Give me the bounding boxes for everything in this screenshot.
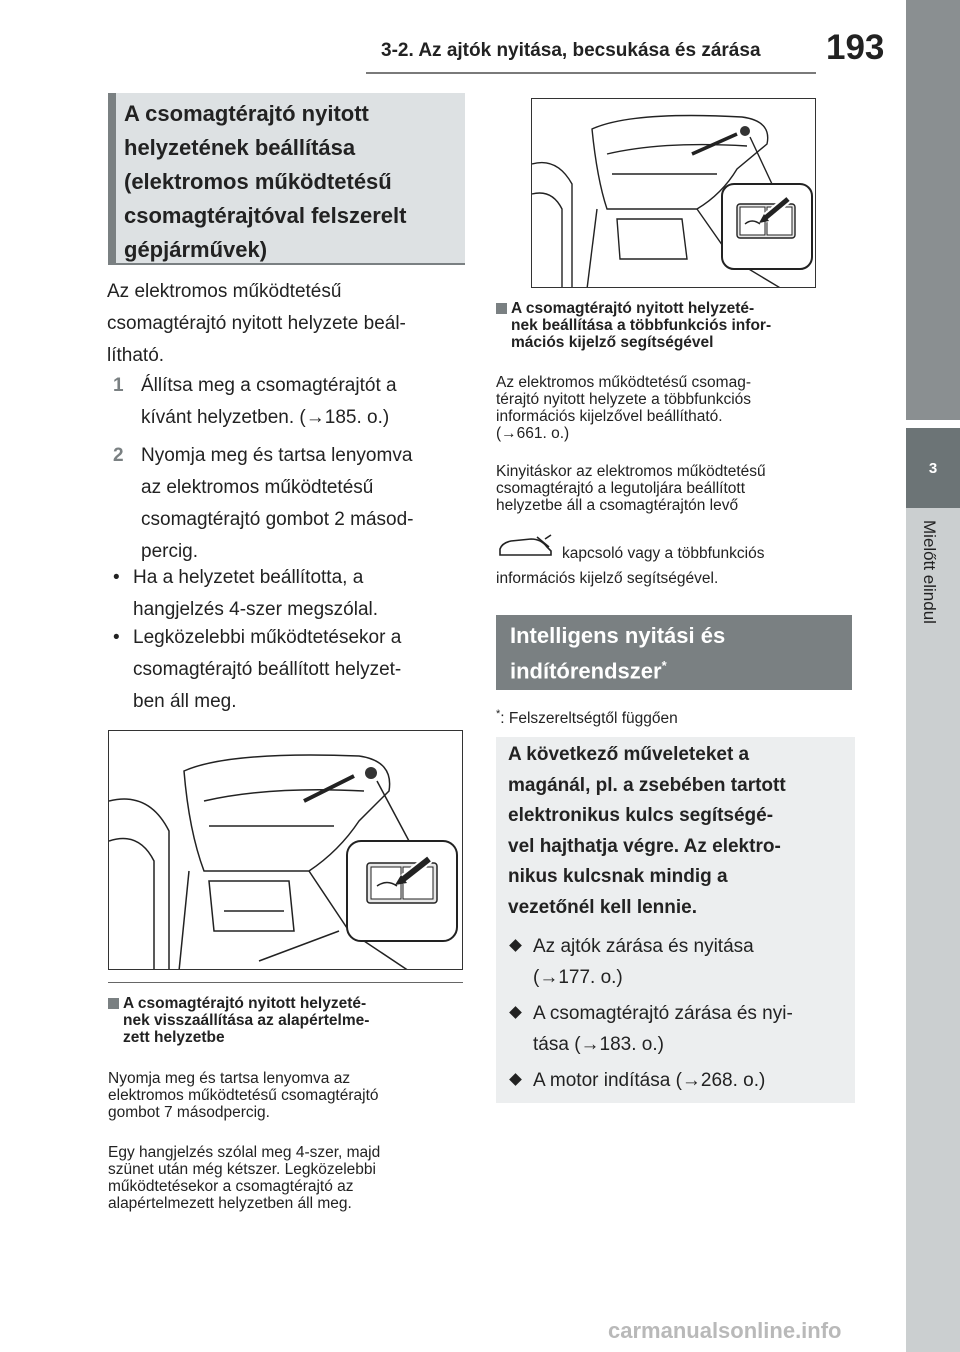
display-paragraph-1 [496,374,856,442]
paragraph-line: (→661. o.) [496,425,570,442]
heading-line: (elektromos működtetésű [124,169,392,194]
step-line: Nyomja meg és tartsa lenyomva [141,445,413,466]
info-bullet [511,932,846,993]
bullet-item [113,622,463,718]
info-bullet-line: tása (→183. o.) [533,1033,664,1055]
reset-paragraph-2 [108,1144,468,1212]
info-bullet-line: Az ajtók zárása és nyitása [533,936,754,957]
paragraph-line: Nyomja meg és tartsa lenyomva az [108,1070,351,1087]
heading-line: gépjárművek) [124,237,268,262]
section-heading-line: Intelligens nyitási és [510,623,726,648]
chapter-label: Mielőtt elindul [920,520,939,624]
tailgate-drawing [109,731,463,970]
section-heading-line: indítórendszer [510,658,662,684]
step-2 [113,440,463,568]
display-paragraph-2 [496,463,856,514]
step-1 [113,370,463,434]
info-line: nikus kulcsnak mindig a [508,866,728,887]
footnote-mark: * [496,708,501,720]
info-intro [508,740,843,923]
reset-paragraph-1 [108,1070,468,1121]
step-number: 2 [113,445,124,466]
step-line: Állítsa meg a csomagtérajtót a [141,375,397,396]
bullet-line: hangjelzés 4-szer megszólal. [133,599,379,620]
section-heading [496,615,852,690]
subheading-line: A csomagtérajtó nyitott helyzeté- [511,300,755,317]
square-bullet-icon [496,303,507,314]
paragraph-line: alapértelmezett helyzetben áll meg. [108,1195,352,1212]
info-bullet [511,999,846,1060]
side-tab-bottom [906,508,960,1352]
info-bullet-line: (→177. o.) [533,966,623,988]
display-subheading [496,300,856,351]
step-line: percig. [141,541,199,562]
paragraph-line: gombot 7 másodpercig. [108,1104,270,1121]
paragraph-line: csomagtérajtó a legutoljára beállított [496,480,746,497]
footnote-text: : Felszereltségtől függően [500,710,678,728]
watermark: carmanualsonline.info [608,1318,842,1343]
page-number: 193 [826,28,885,67]
header-rule [366,72,816,74]
heading-line: A csomagtérajtó nyitott [124,101,369,126]
reset-subheading [108,995,463,1046]
settings-heading-box [108,93,465,265]
bullet-line: Ha a helyzetet beállította, a [133,567,364,588]
paragraph-line: Kinyitáskor az elektromos működtetésű [496,463,766,480]
footnote-mark: * [661,658,667,673]
paragraph-line: működtetésekor a csomagtérajtó az [108,1178,354,1195]
subheading-line: nek visszaállítása az alapértelme- [123,1012,370,1029]
bullet-dot: • [113,627,120,648]
tailgate-illustration-2 [531,98,816,288]
switch-text: kapcsoló vagy a többfunkciós [562,545,765,562]
info-line: vel hajthatja végre. Az elektro- [508,835,781,857]
intro-line: Az elektromos működtetésű [107,281,342,302]
diamond-bullet-icon [509,1006,522,1019]
subheading-line: mációs kijelző segítségével [511,334,714,351]
tailgate-drawing-2 [532,99,816,288]
paragraph-line: Egy hangjelzés szólal meg 4-szer, majd [108,1144,381,1161]
info-line: A következő műveleteket a [508,744,750,765]
footnote [496,706,856,727]
paragraph-line: szünet után még kétszer. Legközelebbi [108,1161,376,1178]
heading-line: csomagtérajtóval felszerelt [124,203,407,228]
square-bullet-icon [108,998,119,1009]
paragraph-line: térajtó nyitott helyzete a többfunkciós [496,391,752,408]
step-line: kívánt helyzetben. (→185. o.) [141,407,390,428]
bullet-item [113,562,463,626]
info-line: vezetőnél kell lennie. [508,896,698,918]
diamond-bullet-icon [509,939,522,952]
tailgate-illustration [108,730,463,970]
intro-line: csomagtérajtó nyitott helyzete beál- [107,313,406,334]
intro-line: lítható. [107,345,165,366]
bullet-line: Legközelebbi működtetésekor a [133,627,402,648]
subheading-line: A csomagtérajtó nyitott helyzeté- [123,995,367,1012]
step-number: 1 [113,375,124,396]
bullet-line: ben áll meg. [133,691,237,712]
paragraph-line: elektromos működtetésű csomagtérajtó [108,1087,379,1104]
paragraph-line: Az elektromos működtetésű csomag- [496,374,751,391]
paragraph-line: információs kijelzővel beállítható. [496,408,723,425]
diamond-bullet-icon [509,1073,522,1086]
heading-line: helyzetének beállítása [124,135,356,160]
tailgate-button [740,126,750,136]
paragraph-line: információs kijelző segítségével. [496,570,719,587]
step-line: az elektromos működtetésű [141,477,374,498]
chapter-number: 3 [906,428,960,508]
separator [108,982,463,983]
info-line: elektronikus kulcs segítségé- [508,805,774,826]
side-tab-top [906,0,960,420]
section-title: 3-2. Az ajtók nyitása, becsukása és zárása [381,40,761,61]
car-tailgate-switch-icon [497,533,555,561]
subheading-line: zett helyzetbe [123,1029,225,1046]
info-bullet-line: A csomagtérajtó zárása és nyi- [533,1003,793,1024]
tailgate-button [365,767,377,779]
intro-paragraph [107,276,467,372]
paragraph-line: helyzetbe áll a csomagtérajtón levő [496,497,739,514]
bullet-line: csomagtérajtó beállított helyzet- [133,659,402,680]
info-line: magánál, pl. a zsebében tartott [508,774,786,796]
info-bullet [511,1066,846,1097]
step-line: csomagtérajtó gombot 2 másod- [141,509,414,530]
bullet-dot: • [113,567,120,588]
info-bullet-line: A motor indítása (→268. o.) [533,1070,766,1091]
subheading-line: nek beállítása a többfunkciós infor- [511,317,772,334]
